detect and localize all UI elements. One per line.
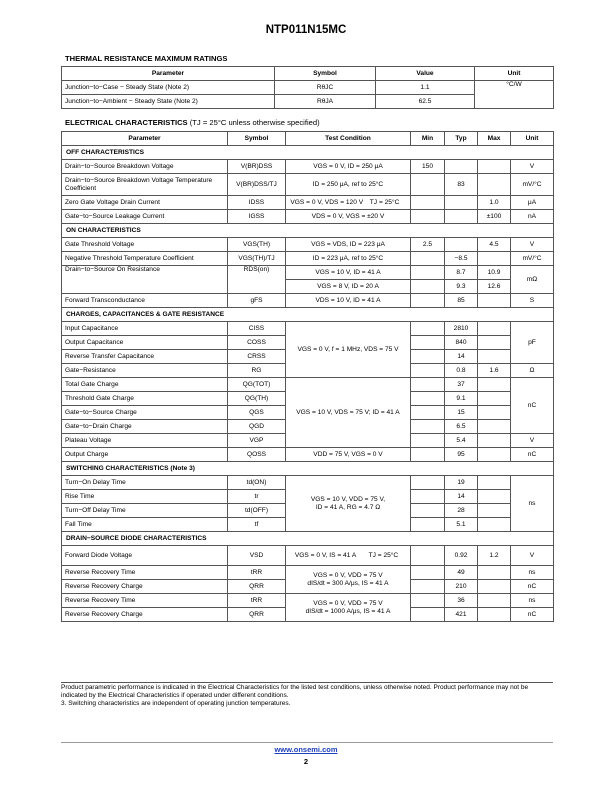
param: Gate−to−Drain Charge <box>62 420 228 434</box>
param: Drain−to−Source Breakdown Voltage Temperature Coefficient <box>62 174 228 196</box>
unit: V <box>511 434 554 448</box>
group-heading: DRAIN−SOURCE DIODE CHARACTERISTICS <box>62 532 554 546</box>
group-heading: CHARGES, CAPACITANCES & GATE RESISTANCE <box>62 308 554 322</box>
test-condition: ID = 223 μA, ref to 25°C <box>286 252 411 266</box>
group-row <box>62 532 554 546</box>
max-value <box>478 490 511 504</box>
max-value <box>478 476 511 490</box>
min-value <box>411 266 445 280</box>
min-value <box>411 490 445 504</box>
max-value <box>478 566 511 580</box>
symbol: IGSS <box>228 210 286 224</box>
param: Reverse Recovery Time <box>62 566 228 580</box>
table-row <box>62 294 554 308</box>
typ-value: 49 <box>445 566 478 580</box>
param: Threshold Gate Charge <box>62 392 228 406</box>
test-condition-line: VGS = 10 V, VDD = 75 V, <box>310 496 386 503</box>
max-value <box>478 504 511 518</box>
unit: ns <box>511 476 554 532</box>
param: Turn−Off Delay Time <box>62 504 228 518</box>
typ-value <box>445 210 478 224</box>
typ-value: 6.5 <box>445 420 478 434</box>
table-row <box>62 266 554 280</box>
max-value <box>478 406 511 420</box>
min-value <box>411 504 445 518</box>
test-condition-line: dIS/dt = 300 A/μs, IS = 41 A <box>307 579 389 587</box>
footer-divider <box>61 742 553 743</box>
col-header: Test Condition <box>286 132 411 146</box>
max-value <box>478 608 511 622</box>
page-number: 2 <box>303 757 309 766</box>
unit: ns <box>511 594 554 608</box>
max-value <box>478 580 511 594</box>
test-condition-a: VGS = 0 V, IS = 41 A <box>294 551 357 559</box>
min-value <box>411 566 445 580</box>
param: Gate−to−Source Charge <box>62 406 228 420</box>
unit: nA <box>511 210 554 224</box>
unit: nC <box>511 448 554 462</box>
typ-value: 83 <box>445 174 478 196</box>
unit: mΩ <box>511 266 554 294</box>
unit: mV/°C <box>511 174 554 196</box>
unit: V <box>511 238 554 252</box>
unit: mV/°C <box>511 252 554 266</box>
col-header: Min <box>411 132 445 146</box>
min-value <box>411 608 445 622</box>
param: Reverse Recovery Time <box>62 594 228 608</box>
test-condition-line: VGS = 0 V, VDD = 75 V <box>313 600 383 607</box>
max-value: ±100 <box>478 210 511 224</box>
table-row <box>62 594 554 608</box>
min-value <box>411 448 445 462</box>
min-value <box>411 252 445 266</box>
table-row <box>62 196 554 210</box>
unit: V <box>511 160 554 174</box>
max-value <box>478 336 511 350</box>
test-condition-line: dIS/dt = 1000 A/μs, IS = 41 A <box>305 607 391 615</box>
max-value <box>478 594 511 608</box>
symbol: QG(TOT) <box>228 378 286 392</box>
min-value <box>411 280 445 294</box>
min-value <box>411 294 445 308</box>
table-row <box>62 378 554 392</box>
typ-value: 14 <box>445 350 478 364</box>
test-condition: VGS = 10 V, ID = 41 A <box>286 266 411 280</box>
param: Forward Diode Voltage <box>62 546 228 566</box>
param: Output Charge <box>62 448 228 462</box>
param: Junction−to−Case − Steady State (Note 2) <box>62 81 275 95</box>
unit: μA <box>511 196 554 210</box>
typ-value: 8.7 <box>445 266 478 280</box>
col-header: Max <box>478 132 511 146</box>
test-condition-b: TJ = 25°C <box>368 551 399 559</box>
param: Gate−to−Source Leakage Current <box>62 210 228 224</box>
test-condition: VDD = 75 V, VGS = 0 V <box>286 448 411 462</box>
table-row <box>62 448 554 462</box>
thermal-heading: THERMAL RESISTANCE MAXIMUM RATINGS <box>65 54 228 63</box>
note-general: Product parametric performance is indicated in the Electrical Characteristics for the listed test conditions, unless otherwise noted. Product performance may not be indicated by the Electrical Characteristics if operated under different conditions. <box>61 684 529 699</box>
min-value <box>411 364 445 378</box>
col-header: Parameter <box>62 67 275 81</box>
symbol: CRSS <box>228 350 286 364</box>
test-condition: VDS = 0 V, VGS = ±20 V <box>286 210 411 224</box>
typ-value: 9.1 <box>445 392 478 406</box>
test-condition <box>286 196 411 210</box>
min-value <box>411 518 445 532</box>
symbol: QG(TH) <box>228 392 286 406</box>
max-value: 1.6 <box>478 364 511 378</box>
table-row <box>62 476 554 490</box>
typ-value: 0.8 <box>445 364 478 378</box>
symbol: VGP <box>228 434 286 448</box>
table-row <box>62 546 554 566</box>
min-value <box>411 350 445 364</box>
group-row <box>62 224 554 238</box>
col-header: Unit <box>511 132 554 146</box>
symbol: QGS <box>228 406 286 420</box>
col-header: Value <box>376 67 475 81</box>
param: Plateau Voltage <box>62 434 228 448</box>
group-heading: OFF CHARACTERISTICS <box>62 146 554 160</box>
max-value <box>478 518 511 532</box>
col-header: Typ <box>445 132 478 146</box>
param: Drain−to−Source Breakdown Voltage <box>62 160 228 174</box>
symbol: tRR <box>228 566 286 580</box>
symbol: VGS(TH)/TJ <box>228 252 286 266</box>
test-condition: VGS = VDS, ID = 223 μA <box>286 238 411 252</box>
param: Reverse Recovery Charge <box>62 580 228 594</box>
table-row <box>62 210 554 224</box>
max-value <box>478 434 511 448</box>
max-value <box>478 350 511 364</box>
symbol: CISS <box>228 322 286 336</box>
min-value <box>411 392 445 406</box>
typ-value: 421 <box>445 608 478 622</box>
table-row <box>62 566 554 580</box>
unit: S <box>511 294 554 308</box>
max-value: 10.9 <box>478 266 511 280</box>
typ-value: 0.92 <box>445 546 478 566</box>
electrical-heading-text: ELECTRICAL CHARACTERISTICS <box>65 118 188 127</box>
min-value <box>411 476 445 490</box>
website-link[interactable]: www.onsemi.com <box>274 745 338 754</box>
symbol: tf <box>228 518 286 532</box>
typ-value <box>445 238 478 252</box>
typ-value: 85 <box>445 294 478 308</box>
unit: V <box>511 546 554 566</box>
symbol: td(OFF) <box>228 504 286 518</box>
symbol: tr <box>228 490 286 504</box>
footer <box>0 745 612 754</box>
min-value: 150 <box>411 160 445 174</box>
typ-value <box>445 196 478 210</box>
param: Reverse Transfer Capacitance <box>62 350 228 364</box>
max-value <box>478 174 511 196</box>
param: Forward Transconductance <box>62 294 228 308</box>
min-value <box>411 546 445 566</box>
unit: nC <box>511 378 554 434</box>
test-condition <box>286 594 411 622</box>
symbol: td(ON) <box>228 476 286 490</box>
typ-value: 5.4 <box>445 434 478 448</box>
test-condition: VGS = 0 V, ID = 250 μA <box>286 160 411 174</box>
symbol: RθJC <box>275 81 376 95</box>
electrical-condition: (TJ = 25°C unless otherwise specified) <box>189 118 320 127</box>
max-value: 4.5 <box>478 238 511 252</box>
min-value <box>411 434 445 448</box>
symbol: tRR <box>228 594 286 608</box>
min-value <box>411 322 445 336</box>
col-header: Symbol <box>228 132 286 146</box>
symbol: RG <box>228 364 286 378</box>
note-3: 3. Switching characteristics are independent of operating junction temperatures. <box>61 700 291 707</box>
symbol: QGD <box>228 420 286 434</box>
unit: ns <box>511 566 554 580</box>
symbol: V(BR)DSS <box>228 160 286 174</box>
param: Gate Threshold Voltage <box>62 238 228 252</box>
test-condition: VGS = 8 V, ID = 20 A <box>286 280 411 294</box>
test-condition <box>286 566 411 594</box>
electrical-heading <box>65 118 320 127</box>
test-condition-a: VGS = 0 V, VDS = 120 V <box>290 198 364 206</box>
test-condition: VDS = 10 V, ID = 41 A <box>286 294 411 308</box>
unit: nC <box>511 608 554 622</box>
typ-value <box>445 160 478 174</box>
max-value <box>478 448 511 462</box>
max-value <box>478 392 511 406</box>
typ-value: 28 <box>445 504 478 518</box>
test-condition-line: VGS = 0 V, VDD = 75 V <box>313 572 383 579</box>
min-value: 2.5 <box>411 238 445 252</box>
test-condition-b: TJ = 25°C <box>369 198 400 206</box>
param: Input Capacitance <box>62 322 228 336</box>
min-value <box>411 378 445 392</box>
symbol: VSD <box>228 546 286 566</box>
typ-value: 37 <box>445 378 478 392</box>
table-row <box>62 322 554 336</box>
max-value: 12.6 <box>478 280 511 294</box>
unit: pF <box>511 322 554 364</box>
max-value <box>478 378 511 392</box>
unit: Ω <box>511 364 554 378</box>
table-row <box>62 160 554 174</box>
param: Junction−to−Ambient − Steady State (Note 2) <box>62 95 275 109</box>
typ-value: 36 <box>445 594 478 608</box>
notes-divider <box>61 682 553 683</box>
group-row <box>62 308 554 322</box>
max-value <box>478 420 511 434</box>
group-heading: ON CHARACTERISTICS <box>62 224 554 238</box>
max-value <box>478 252 511 266</box>
symbol: V(BR)DSS/TJ <box>228 174 286 196</box>
param: Zero Gate Voltage Drain Current <box>62 196 228 210</box>
test-condition: ID = 250 μA, ref to 25°C <box>286 174 411 196</box>
typ-value: 15 <box>445 406 478 420</box>
notes <box>61 684 553 708</box>
test-condition: VGS = 0 V, f = 1 MHz, VDS = 75 V <box>286 322 411 378</box>
typ-value: 5.1 <box>445 518 478 532</box>
min-value <box>411 196 445 210</box>
table-row <box>62 252 554 266</box>
typ-value: −8.5 <box>445 252 478 266</box>
symbol: gFS <box>228 294 286 308</box>
symbol: QRR <box>228 608 286 622</box>
max-value <box>478 294 511 308</box>
symbol: QOSS <box>228 448 286 462</box>
group-row <box>62 462 554 476</box>
test-condition <box>286 476 411 532</box>
min-value <box>411 174 445 196</box>
document-title: NTP011N15MC <box>265 24 347 36</box>
min-value <box>411 336 445 350</box>
typ-value: 9.3 <box>445 280 478 294</box>
typ-value: 210 <box>445 580 478 594</box>
value: 62.5 <box>376 95 475 109</box>
group-row <box>62 146 554 160</box>
min-value <box>411 580 445 594</box>
symbol: QRR <box>228 580 286 594</box>
max-value <box>478 322 511 336</box>
max-value: 1.2 <box>478 546 511 566</box>
col-header: Parameter <box>62 132 228 146</box>
table-row <box>62 238 554 252</box>
min-value <box>411 594 445 608</box>
typ-value: 95 <box>445 448 478 462</box>
symbol: COSS <box>228 336 286 350</box>
electrical-table <box>61 131 554 622</box>
test-condition: VGS = 10 V, VDS = 75 V; ID = 41 A <box>286 378 411 448</box>
unit: °C/W <box>475 81 554 109</box>
param: Fall Time <box>62 518 228 532</box>
typ-value: 840 <box>445 336 478 350</box>
group-heading: SWITCHING CHARACTERISTICS (Note 3) <box>62 462 554 476</box>
min-value <box>411 420 445 434</box>
min-value <box>411 210 445 224</box>
min-value <box>411 406 445 420</box>
symbol: IDSS <box>228 196 286 210</box>
param: Turn−On Delay Time <box>62 476 228 490</box>
typ-value: 2810 <box>445 322 478 336</box>
param: Gate−Resistance <box>62 364 228 378</box>
thermal-table <box>61 66 554 109</box>
param: Output Capacitance <box>62 336 228 350</box>
param: Negative Threshold Temperature Coefficient <box>62 252 228 266</box>
symbol: RDS(on) <box>228 266 286 294</box>
param: Drain−to−Source On Resistance <box>62 266 228 294</box>
table-row <box>62 174 554 196</box>
max-value <box>478 160 511 174</box>
test-condition-line: ID = 41 A, RG = 4.7 Ω <box>315 503 381 511</box>
symbol: RθJA <box>275 95 376 109</box>
param: Total Gate Charge <box>62 378 228 392</box>
param: Reverse Recovery Charge <box>62 608 228 622</box>
typ-value: 14 <box>445 490 478 504</box>
unit: nC <box>511 580 554 594</box>
typ-value: 19 <box>445 476 478 490</box>
symbol: VGS(TH) <box>228 238 286 252</box>
max-value: 1.0 <box>478 196 511 210</box>
col-header: Unit <box>475 67 554 81</box>
col-header: Symbol <box>275 67 376 81</box>
param: Rise Time <box>62 490 228 504</box>
test-condition <box>286 546 411 566</box>
value: 1.1 <box>376 81 475 95</box>
table-row <box>62 81 554 95</box>
